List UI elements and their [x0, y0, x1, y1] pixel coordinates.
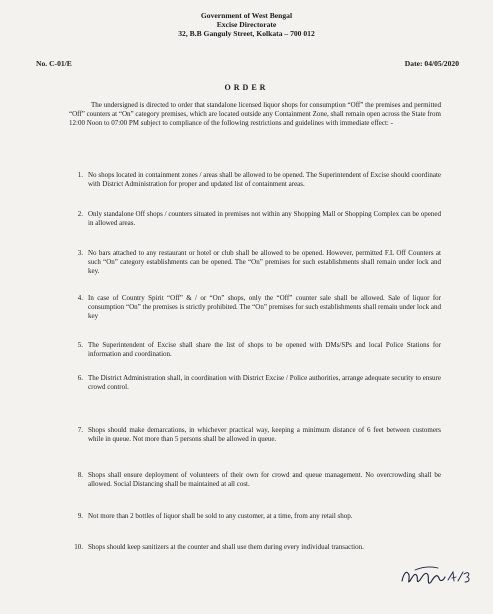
item-text: Not more than 2 bottles of liquor shall be sold to any customer, at a time, from any retail shop.	[88, 512, 353, 520]
intro-paragraph: The undersigned is directed to order that standalone licensed liquor shops for consumption “Off” the premises and permitted “Off” counters at “On” category premises, which are located outside any Containment Zone, shall remain open across the State from 12:00 Noon to 07:00 PM subject to compliance of the following restrictions and guidelines with immediate effect: -	[69, 101, 441, 127]
item-number: 2.	[77, 210, 83, 218]
directorate-name: Excise Directorate	[216, 20, 277, 30]
letterhead	[0, 11, 493, 39]
document-title: ORDER	[224, 83, 269, 92]
item-text: In case of Country Spirit “Off” & / or “On” shops, only the “Off” counter sale shall be allowed. Sale of liquor for consumption “On” the premises is strictly prohibited. The “On” premises for such establishments shall remain under lock and key	[88, 294, 441, 320]
item-number: 6.	[77, 374, 83, 382]
item-number: 5.	[77, 341, 83, 349]
item-number: 7.	[77, 426, 83, 434]
item-text: The Superintendent of Excise shall share the list of shops to be opened with DMs/SPs and local Police Stations for information and coordination.	[88, 341, 441, 358]
government-name: Government of West Bengal	[200, 11, 293, 20]
item-text: Shops should keep sanitizers at the counter and shall use them during every individual transaction.	[88, 543, 364, 551]
item-number: 8.	[77, 471, 83, 479]
item-number: 10.	[74, 543, 83, 551]
handwritten-signature	[398, 562, 482, 592]
order-number: No. C-01/E	[36, 59, 72, 68]
order-date: Date: 04/05/2020	[404, 59, 459, 68]
item-number: 4.	[77, 294, 83, 302]
item-number: 1.	[77, 171, 83, 179]
office-address: 32, B.B Ganguly Street, Kolkata – 700 012	[178, 29, 315, 39]
item-text: No shops located in containment zones / areas shall be allowed to be opened. The Superintendent of Excise should coordinate with District Administration for proper and updated list of containment areas.	[88, 171, 441, 188]
item-text: No bars attached to any restaurant or hotel or club shall be allowed to be opened. However, permitted F.L Off Counters at such “On” category establishments can be opened. The “On” premises for such establishments shall remain under lock and key.	[88, 249, 441, 275]
item-number: 9.	[77, 512, 83, 520]
item-text: Shops shall ensure deployment of volunteers of their own for crowd and queue management. No overcrowding shall be allowed. Social Distancing shall be maintained at all cost.	[88, 471, 441, 488]
item-text: Only standalone Off shops / counters situated in premises not within any Shopping Mall or Shopping Complex can be opened in allowed areas.	[88, 210, 441, 227]
item-text: The District Administration shall, in coordination with District Excise / Police authorities, arrange adequate security to ensure crowd control.	[88, 374, 441, 391]
item-number: 3.	[77, 249, 83, 257]
item-text: Shops should make demarcations, in whichever practical way, keeping a minimum distance of 6 feet between customers while in queue. Not more than 5 persons shall be allowed in queue.	[88, 426, 441, 443]
